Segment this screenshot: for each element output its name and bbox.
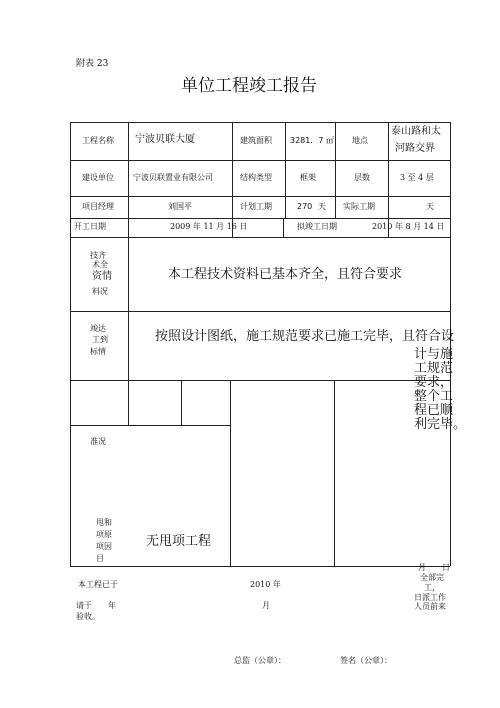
location-label: 地点 (352, 136, 368, 145)
progress-content: 按照设计图纸，施工规范要求已施工完毕，且符合设 (155, 329, 455, 344)
remaining-label-line4: 目 (96, 554, 104, 563)
footer-right-line2: 全部完 (420, 573, 444, 582)
page-title: 单位工程竣工报告 (181, 76, 317, 96)
status-label: 准况 (90, 437, 106, 446)
progress-label-line1: 竣达 (90, 324, 106, 333)
project-name-value: 宁波贝联大厦 (135, 134, 195, 145)
actual-unit: 天 (426, 202, 434, 211)
docs-label-line4: 料况 (92, 287, 108, 296)
progress-overflow-line2: 工规范 (414, 361, 454, 376)
completed-year: 2010 年 (250, 580, 281, 589)
end-value: 2010 年 8 月 14 日 (372, 222, 445, 231)
structure-value: 框架 (300, 173, 316, 182)
end-label: 拟竣工日期 (297, 222, 337, 231)
attachment-label: 附表 23 (76, 59, 109, 69)
manager-label: 项目经理 (82, 202, 114, 211)
floors-label: 层数 (354, 173, 370, 182)
docs-label-line2: 术全 (92, 260, 108, 269)
progress-label-line3: 标情 (90, 347, 106, 356)
actual-label: 实际工期 (343, 202, 375, 211)
remaining-label-line2: 项原 (96, 530, 112, 539)
client-label: 建设单位 (82, 173, 114, 182)
footer-right-line4: 日派工作 (414, 593, 446, 602)
start-label: 开工日期 (74, 222, 106, 231)
progress-overflow-line5: 程已顺 (414, 403, 454, 418)
progress-overflow-line4: 整个工 (414, 389, 454, 404)
docs-label-line3: 资情 (92, 271, 112, 282)
progress-label-line2: 工到 (92, 335, 108, 344)
planned-value: 270 (297, 202, 313, 211)
remaining-content: 无甩项工程 (146, 534, 212, 549)
start-value: 2009 年 11 月 16 日 (170, 222, 248, 231)
planned-label: 计划工期 (240, 202, 272, 211)
progress-overflow-line1: 计与施 (414, 347, 454, 362)
progress-overflow-line3: 要求， (414, 375, 454, 390)
acceptance-text: 验收。 (76, 612, 100, 621)
progress-overflow-line6: 利完毕。 (414, 417, 467, 432)
footer-right-line5: 人员前来 (414, 602, 446, 611)
location-value-line1: 泰山路和太 (391, 126, 441, 137)
docs-content: 本工程技术资料已基本齐全，且符合要求 (168, 267, 403, 282)
manager-value: 刘国平 (168, 202, 192, 211)
location-value-line2: 河路交界 (395, 143, 435, 154)
planned-unit: 天 (318, 202, 326, 211)
request-label: 请于 (76, 601, 92, 610)
remaining-label-line1: 甩和 (96, 518, 112, 527)
footer-right-line1: 月 日 (418, 563, 450, 572)
signature-seal: 签名（公章）： (340, 656, 392, 665)
area-label: 建筑面积 (240, 136, 272, 145)
floors-value: 3 至 4 层 (400, 173, 434, 182)
completed-prefix: 本工程已于 (78, 580, 118, 589)
docs-label-line1: 技齐 (90, 251, 106, 260)
project-name-label: 工程名称 (82, 136, 114, 145)
area-value: 3281．7 ㎡ (290, 136, 334, 145)
request-year: 年 (108, 601, 116, 610)
request-month: 月 (262, 601, 270, 610)
supervisor-seal: 总监（公章）： (234, 656, 286, 665)
structure-label: 结构类型 (240, 173, 272, 182)
remaining-label-line3: 项因 (96, 542, 112, 551)
footer-right-line3: 工， (424, 583, 440, 592)
client-value: 宁波贝联置业有限公司 (133, 173, 213, 182)
